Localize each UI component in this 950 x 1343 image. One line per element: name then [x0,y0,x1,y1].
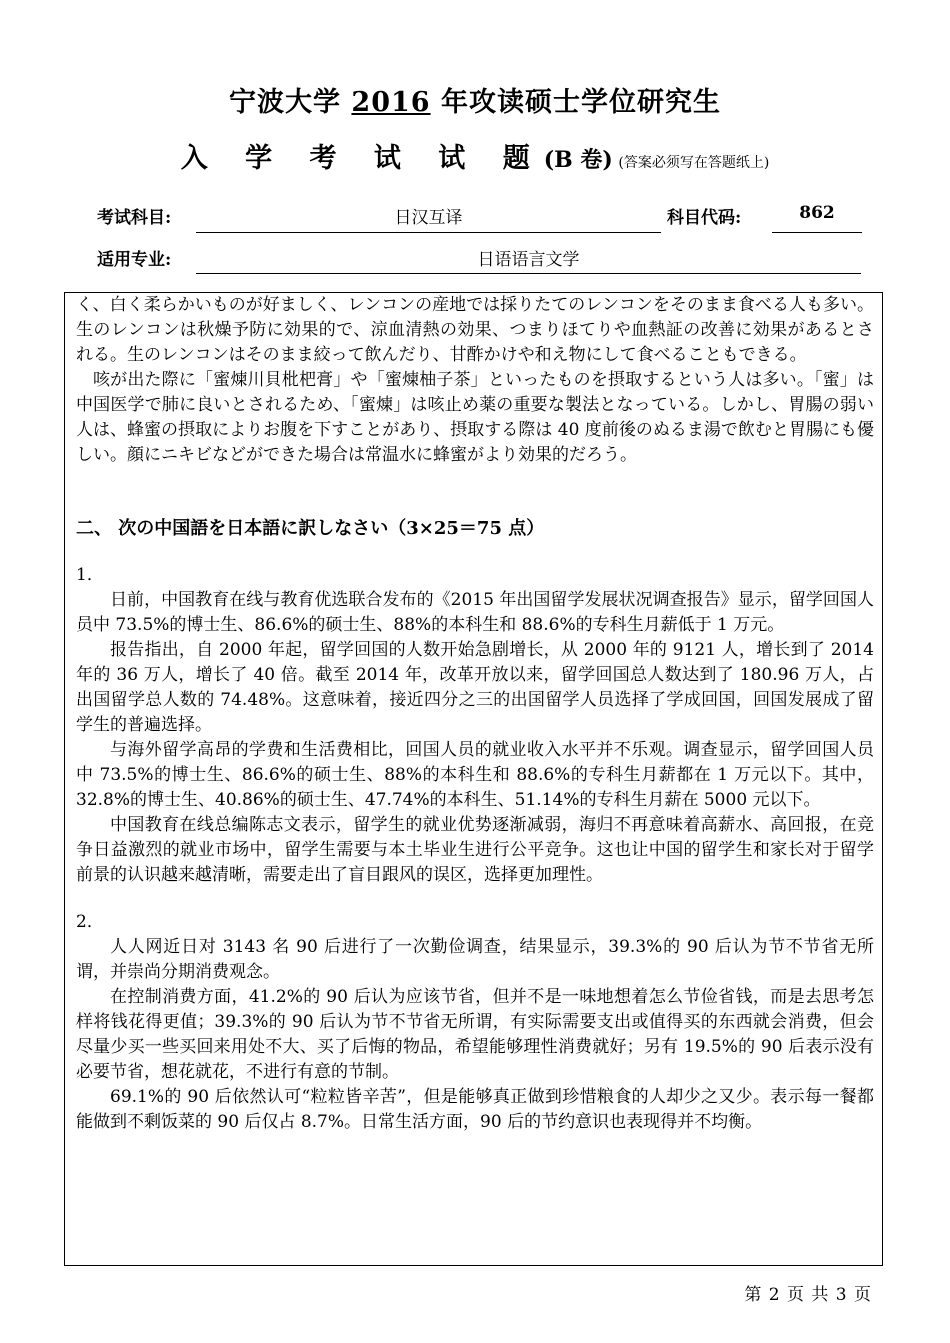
subject-underline [196,232,661,233]
q1-paragraph-1: 日前，中国教育在线与教育优选联合发布的《2015 年出国留学发展状况调查报告》显示，留学回国人员中 73.5%的博士生、86.6%的硕士生、88%的本科生和 88.6%的专科生月薪低于 1 万元。 [76,590,874,635]
q2-paragraph-3: 69.1%的 90 后依然认可“粒粒皆辛苦”，但是能够真正做到珍惜粮食的人却少之又少。表示每一餐都能做到不剩饭菜的 90 后仅占 8.7%。日常生活方面，90 后的节约意识也表现得并不均衡。 [76,1087,874,1132]
code-value: 862 [799,203,835,223]
answer-note: (答案必须写在答题纸上) [618,155,770,171]
paper-type: (B 卷) [543,147,613,173]
section-2-heading: 二、 次の中国語を日本語に訳しなさい（3×25＝75 点） [76,518,545,539]
q2-paragraph-2: 在控制消费方面，41.2%的 90 后认为应该节省，但并不是一味地想着怎么节俭省钱，而是去思考怎样将钱花得更值；39.3%的 90 后认为节不节省无所谓，有实际需要支出或值得买的东西就会消费，但会尽量少买一些买回来用处不大、买了后悔的物品，希望能够理性消费就好；另有 19.5%的 90 后表示没有必要节省，想花就花，不进行有意的节制。 [76,987,874,1082]
jp-paragraph-1: く、白く柔らかいものが好ましく、レンコンの産地では採りたてのレンコンをそのまま食べる人も多い。生のレンコンは秋燥予防に効果的で、涼血清熱の効果、つまりほてりや血熱証の改善に効果があるとされる。生のレンコンはそのまま絞って飲んだり、甘酢かけや和え物にして食べることもできる。 [76,295,874,365]
code-underline [772,232,862,233]
major-value: 日语语言文学 [477,250,580,270]
subject-label: 考试科目: [97,208,172,228]
exam-title: 宁波大学 2016 年攻读硕士学位研究生 [229,87,721,118]
exam-content [76,293,874,1135]
jp-paragraph-2: 咳が出た際に「蜜煉川貝枇杷膏」や「蜜煉柚子茶」といったものを摂取するという人は多い。「蜜」は中国医学で肺に良いとされるため、「蜜煉」は咳止め薬の重要な製法となっている。しかし、胃腸の弱い人は、蜂蜜の摂取によりお腹を下すことがあり、摂取する際は 40 度前後のぬるま湯で飲むと胃腸にも優しい。顔にニキビなどができた場合は常温水に蜂蜜がより効果的だろう。 [76,370,874,465]
page-number: 第 2 页 共 3 页 [744,1285,872,1305]
subject-value: 日汉互译 [394,208,463,228]
code-label: 科目代码: [667,208,742,228]
q1-paragraph-4: 中国教育在线总编陈志文表示，留学生的就业优势逐渐减弱，海归不再意味着高薪水、高回报，在竞争日益激烈的就业市场中，留学生需要与本土毕业生进行公平竞争。这也让中国的留学生和家长对于留学前景的认识越来越清晰，需要走出了盲目跟风的误区，选择更加理性。 [76,815,874,885]
q1-paragraph-2: 报告指出，自 2000 年起，留学回国的人数开始急剧增长，从 2000 年的 9121 人，增长到了 2014 年的 36 万人，增长了 40 倍。截至 2014 年，改革开放以来，留学回国总人数达到了 180.96 万人，占出国留学总人数的 74.48%。这意味着，接近四分之三的出国留学人员选择了学成回国，回国发展成了留学生的普遍选择。 [76,640,874,735]
question-2-number: 2． [76,912,104,932]
q2-paragraph-1: 人人网近日对 3143 名 90 后进行了一次勤俭调查，结果显示，39.3%的 90 后认为节不节省无所谓，并崇尚分期消费观念。 [76,937,874,982]
major-label: 适用专业: [97,250,172,270]
exam-subtitle: 入 学 考 试 试 题(B 卷) (答案必须写在答题纸上) [180,143,770,174]
question-1-number: 1． [76,565,104,585]
exam-year: 2016 [351,87,431,118]
q1-paragraph-3: 与海外留学高昂的学费和生活费相比，回国人员的就业收入水平并不乐观。调查显示，留学回国人员中 73.5%的博士生、86.6%的硕士生、88%的本科生和 88.6%的专科生月薪都在 1 万元以下。其中，32.8%的博士生、40.86%的硕士生、47.74%的本科生、51.14%的专科生月薪在 5000 元以下。 [76,740,874,810]
major-underline [196,273,861,274]
